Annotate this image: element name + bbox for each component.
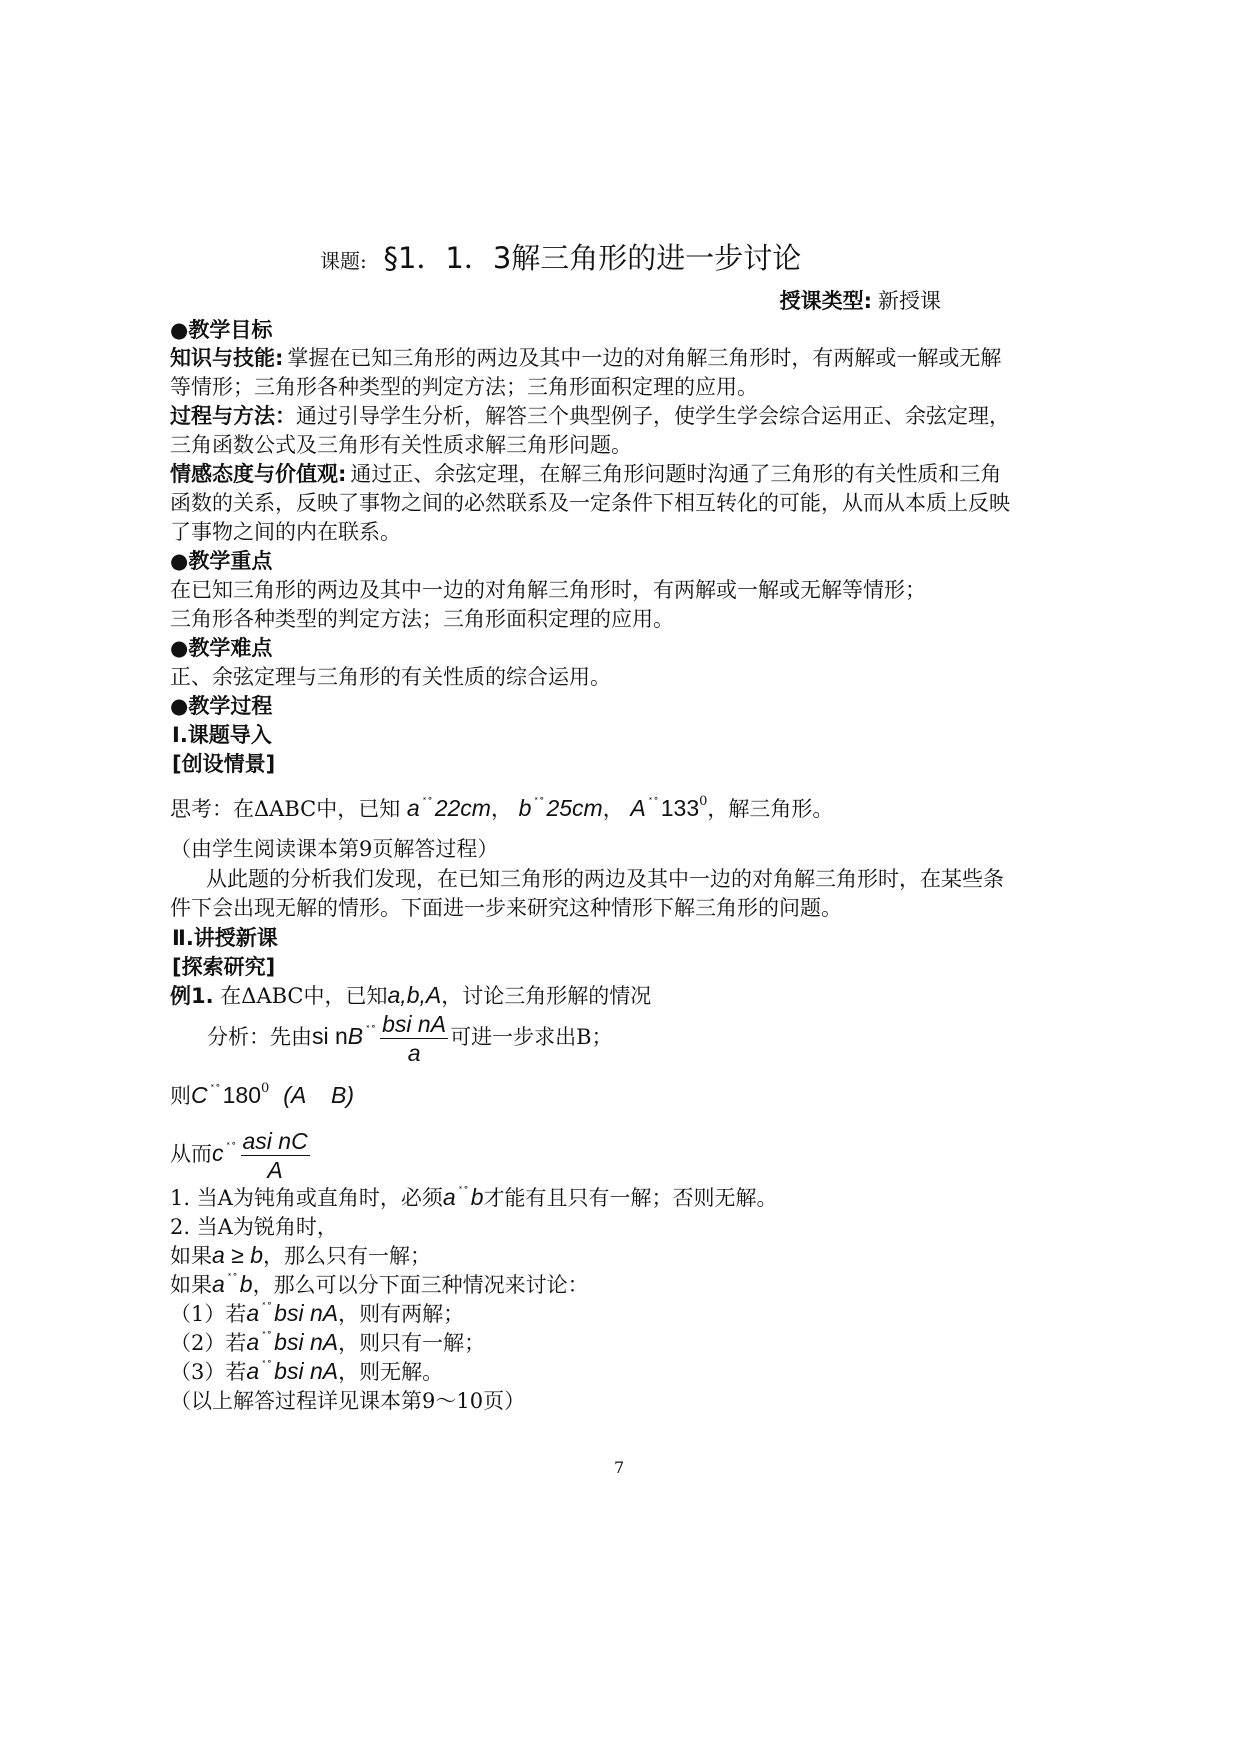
thus-line xyxy=(170,1127,312,1184)
think-question xyxy=(170,793,833,823)
page-number: 7 xyxy=(614,1458,625,1477)
example-vars: a,b,A xyxy=(387,982,442,1008)
process-text-1: 通过引导学生分析，解答三个典型例子，使学生学会综合运用正、余弦定理， xyxy=(296,404,1010,428)
key-points-line-2: 三角形各种类型的判定方法；三角形面积定理的应用。 xyxy=(170,607,674,631)
fraction-sinB xyxy=(380,1010,448,1067)
relation-symbol: ˟˚ xyxy=(209,1083,221,1096)
emotion-label: 情感态度与价值观: xyxy=(170,462,347,486)
relation-symbol: ˟˚ xyxy=(421,796,433,809)
paragraph-line-2: 件下会出现无解的情形。下面进一步来研究这种情形下解三角形的问题。 xyxy=(170,896,842,920)
relation-symbol: ˟˚ xyxy=(225,1141,237,1154)
relation-symbol: ˟˚ xyxy=(365,1024,377,1037)
title-text: §1．1．3解三角形的进一步讨论 xyxy=(383,241,802,275)
value-a: 22cm xyxy=(434,795,491,821)
relation-symbol: ˟˚ xyxy=(261,1330,273,1343)
if-2-text-a: 如果 xyxy=(170,1273,212,1297)
paren-expression: (A B) xyxy=(283,1082,354,1108)
sub-case-1-text-a: （1）若 xyxy=(170,1302,247,1326)
var-c: c xyxy=(212,1140,224,1166)
key-points-heading: ●教学重点 xyxy=(170,549,273,573)
section-2-heading: Ⅱ.讲授新课 xyxy=(172,926,278,950)
degree-mark: 0 xyxy=(699,794,708,809)
process-label: 过程与方法： xyxy=(170,404,296,428)
if-1-line xyxy=(170,1240,431,1270)
relation-symbol: ˟˚ xyxy=(261,1301,273,1314)
if-1-text-b: ，那么只有一解； xyxy=(263,1244,431,1268)
difficulty-line-1: 正、余弦定理与三角形的有关性质的综合运用。 xyxy=(170,665,611,689)
note-line: （由学生阅读课本第9页解答过程） xyxy=(170,837,499,861)
explore-heading: [探索研究] xyxy=(172,955,276,979)
analysis-suffix: 可进一步求出B； xyxy=(450,1025,613,1049)
sub-case-2-text-a: （2）若 xyxy=(170,1331,247,1355)
relation-symbol: ˟˚ xyxy=(457,1185,469,1198)
case-1-var-a: a xyxy=(442,1184,456,1210)
process-heading: ●教学过程 xyxy=(170,694,273,718)
process-line-1 xyxy=(170,400,1010,430)
case-1-text-a: 1. 当A为钝角或直角时，必须 xyxy=(170,1186,443,1210)
sub-case-rhs: bsi nA xyxy=(274,1300,339,1326)
think-suffix: ，解三角形。 xyxy=(707,797,834,821)
analysis-line xyxy=(207,1010,613,1067)
example-1 xyxy=(170,980,651,1010)
note-2-line: （以上解答过程详见课本第9～10页） xyxy=(170,1389,526,1413)
relation-symbol: ˟˚ xyxy=(647,796,659,809)
paragraph-line-1: 从此题的分析我们发现，在已知三角形的两边及其中一边的对角解三角形时，在某些条 xyxy=(206,867,1004,891)
emotion-text-1: 通过正、余弦定理，在解三角形问题时沟通了三角形的有关性质和三角 xyxy=(350,462,1002,486)
thus-prefix: 从而 xyxy=(170,1142,212,1166)
example-label: 例1. xyxy=(170,984,214,1008)
sub-case-1 xyxy=(170,1298,464,1328)
sub-case-rhs: bsi nA xyxy=(274,1358,339,1384)
lesson-type-label: 授课类型: xyxy=(779,289,872,313)
knowledge-line-2: 等情形；三角形各种类型的判定方法；三角形面积定理的应用。 xyxy=(170,375,758,399)
knowledge-text-1: 掌握在已知三角形的两边及其中一边的对角解三角形时，有两解或一解或无解 xyxy=(287,346,1002,370)
example-text-a: 在ΔABC中，已知 xyxy=(220,984,388,1008)
case-2-line: 2. 当A为锐角时， xyxy=(170,1215,338,1239)
if-2-text-b: ，那么可以分下面三种情况来讨论： xyxy=(252,1273,589,1297)
value-180: 180 xyxy=(222,1082,261,1108)
lesson-type-value: 新授课 xyxy=(878,289,941,313)
value-b: 25cm xyxy=(546,795,603,821)
case-1-text-b: 才能有且只有一解；否则无解。 xyxy=(483,1186,778,1210)
comma-2: ， xyxy=(602,797,624,821)
relation-symbol: ˟˚ xyxy=(261,1359,273,1372)
fraction-c xyxy=(241,1127,310,1184)
relation-symbol: ˟˚ xyxy=(226,1272,238,1285)
sub-case-var-a: a xyxy=(246,1300,260,1326)
fraction-denominator: A xyxy=(267,1157,283,1183)
var-B: B xyxy=(347,1023,364,1049)
if-2-line xyxy=(170,1269,589,1299)
lesson-type xyxy=(780,285,941,315)
emotion-line-2: 函数的关系，反映了事物之间的必然联系及一定条件下相互转化的可能，从而从本质上反映 xyxy=(170,491,1010,515)
if-2-var-a: a xyxy=(212,1271,225,1297)
then-prefix: 则 xyxy=(170,1084,191,1108)
sub-case-2 xyxy=(170,1327,485,1357)
knowledge-label: 知识与技能: xyxy=(170,346,284,370)
difficulty-heading: ●教学难点 xyxy=(170,636,273,660)
if-2-var-b: b xyxy=(239,1271,253,1297)
sub-case-2-text-b: ，则只有一解； xyxy=(338,1331,486,1355)
emotion-line-3: 了事物之间的内在联系。 xyxy=(170,520,401,544)
then-line xyxy=(170,1080,354,1110)
process-line-2: 三角函数公式及三角形有关性质求解三角形问题。 xyxy=(170,433,632,457)
var-C: C xyxy=(191,1082,208,1108)
value-A: 133 xyxy=(660,795,700,821)
example-text-b: ，讨论三角形解的情况 xyxy=(441,984,652,1008)
sub-case-1-text-b: ，则有两解； xyxy=(338,1302,465,1326)
sin-function: si n xyxy=(312,1023,348,1049)
case-1-var-b: b xyxy=(470,1184,484,1210)
sub-case-3 xyxy=(170,1356,443,1386)
emotion-line-1 xyxy=(170,458,1001,488)
sub-case-var-a: a xyxy=(246,1358,260,1384)
fraction-numerator: bsi nA xyxy=(382,1011,447,1037)
page-title xyxy=(320,236,801,277)
key-points-line-1: 在已知三角形的两边及其中一边的对角解三角形时，有两解或一解或无解等情形； xyxy=(170,578,926,602)
knowledge-line-1 xyxy=(170,342,1001,372)
sub-case-rhs: bsi nA xyxy=(274,1329,339,1355)
if-1-expression: a ≥ b xyxy=(212,1242,263,1268)
scenario-heading: [创设情景] xyxy=(172,752,276,776)
sub-case-var-a: a xyxy=(246,1329,260,1355)
var-A: A xyxy=(630,795,646,821)
title-prefix: 课题: xyxy=(320,249,367,273)
var-a: a xyxy=(406,795,420,821)
relation-symbol: ˟˚ xyxy=(533,796,545,809)
think-prefix: 思考：在ΔABC中，已知 xyxy=(170,797,401,821)
if-1-text-a: 如果 xyxy=(170,1244,212,1268)
case-1-line xyxy=(170,1182,777,1212)
sub-case-3-text-b: ，则无解。 xyxy=(338,1360,444,1384)
analysis-prefix: 分析：先由 xyxy=(207,1025,312,1049)
fraction-numerator: asi nC xyxy=(242,1128,308,1154)
degree-mark: 0 xyxy=(261,1081,270,1096)
goals-heading: ●教学目标 xyxy=(170,318,273,342)
comma-1: ， xyxy=(490,797,512,821)
var-b: b xyxy=(518,795,532,821)
section-1-heading: Ⅰ.课题导入 xyxy=(172,723,272,747)
sub-case-3-text-a: （3）若 xyxy=(170,1360,247,1384)
fraction-denominator: a xyxy=(407,1040,421,1066)
